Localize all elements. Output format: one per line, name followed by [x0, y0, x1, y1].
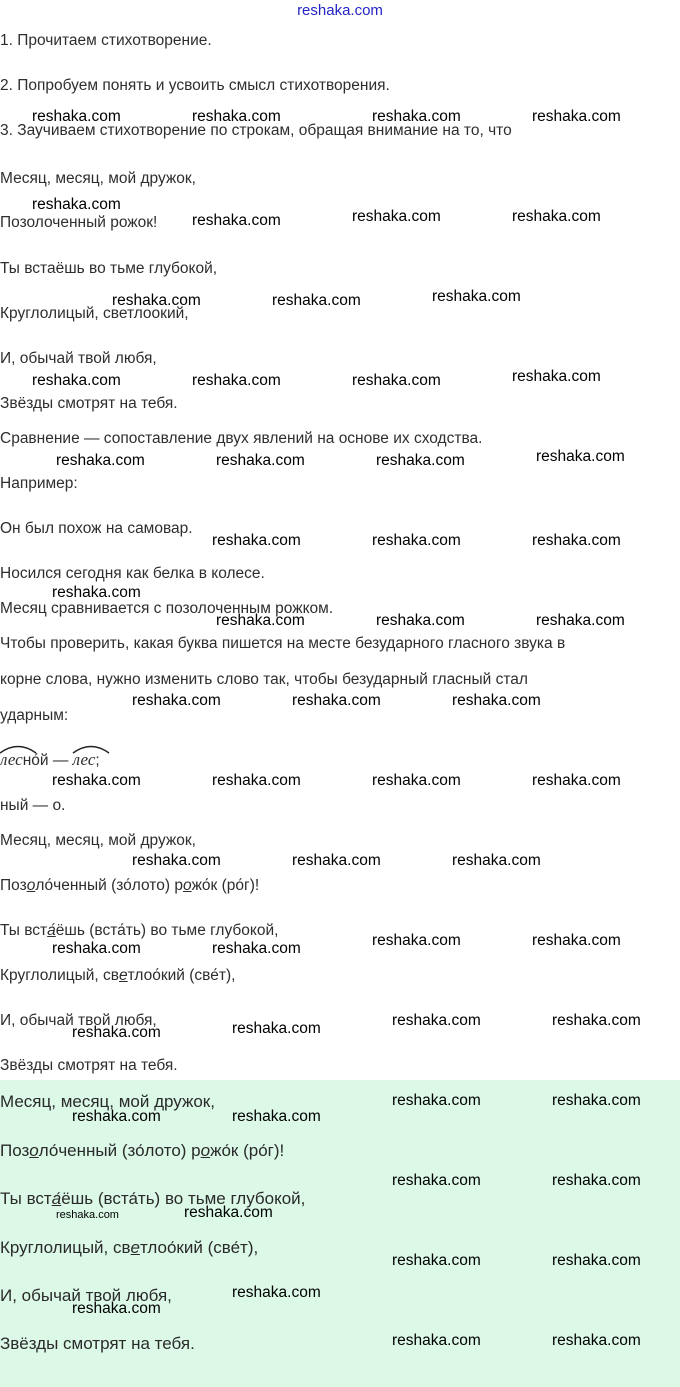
watermark: reshaka.com — [552, 1172, 641, 1189]
step-1: 1. Прочитаем стихотворение. — [0, 32, 212, 49]
annotated-line: И, обычай твой любя, — [0, 1012, 157, 1029]
step-3: 3. Заучиваем стихотворение по строкам, обращая внимание на то, что — [0, 122, 512, 139]
root-arc-icon — [71, 742, 111, 754]
watermark: reshaka.com — [184, 1204, 273, 1221]
vowel-highlight: е — [119, 967, 128, 984]
step-2: 2. Попробуем понять и усвоить смысл стихотворения. — [0, 77, 390, 94]
watermark: reshaka.com — [292, 852, 381, 869]
green-line: Ты вста ́ёшь (вста́ть) во тьме глубокой, — [0, 1189, 305, 1209]
watermark: reshaka.com — [536, 448, 625, 465]
watermark: reshaka.com — [216, 452, 305, 469]
watermark: reshaka.com — [532, 772, 621, 789]
poem-line: И, обычай твой любя, — [0, 350, 157, 367]
rule-line: Чтобы проверить, какая буква пишется на месте безударного гласного звука в — [0, 635, 566, 652]
vowel-highlight: о — [200, 1141, 211, 1160]
annotated-line: Месяц, месяц, мой дружок, — [0, 832, 196, 849]
watermark: reshaka.com — [512, 208, 601, 225]
watermark: reshaka.com — [112, 292, 201, 309]
green-line: Звёзды смотрят на тебя. — [0, 1334, 195, 1353]
watermark: reshaka.com — [552, 1012, 641, 1029]
root-example — [0, 746, 100, 770]
green-line: Месяц, месяц, мой дружок, — [0, 1092, 215, 1111]
watermark: reshaka.com — [56, 452, 145, 469]
poem-line: Круглолицый, светлоокий, — [0, 305, 189, 322]
rule-line: ударным: — [0, 707, 69, 724]
watermark: reshaka.com — [72, 1300, 161, 1317]
watermark: reshaka.com — [216, 612, 305, 629]
green-line: И, обычай твой любя, — [0, 1286, 172, 1305]
root-text: лес — [0, 750, 23, 769]
vowel-highlight: о — [182, 877, 192, 894]
vowel-highlight: а ́ — [47, 922, 56, 939]
watermark: reshaka.com — [212, 532, 301, 549]
watermark: reshaka.com — [232, 1284, 321, 1301]
watermark: reshaka.com — [372, 772, 461, 789]
watermark: reshaka.com — [392, 1332, 481, 1349]
watermark: reshaka.com — [32, 196, 121, 213]
watermark: reshaka.com — [352, 208, 441, 225]
watermark: reshaka.com — [532, 932, 621, 949]
watermark: reshaka.com — [376, 612, 465, 629]
root-mark — [0, 746, 23, 770]
watermark: reshaka.com — [192, 108, 281, 125]
watermark: reshaka.com — [132, 692, 221, 709]
watermark: reshaka.com — [372, 532, 461, 549]
semicolon: ; — [95, 752, 100, 769]
example-label: Например: — [0, 475, 78, 492]
watermark: reshaka.com — [212, 772, 301, 789]
definition: Сравнение — сопоставление двух явлений на основе их сходства. — [0, 430, 483, 447]
watermark: reshaka.com — [352, 372, 441, 389]
watermark: reshaka.com — [272, 292, 361, 309]
watermark: reshaka.com — [192, 212, 281, 229]
site-header[interactable]: reshaka.com — [297, 2, 383, 19]
watermark: reshaka.com — [72, 1024, 161, 1041]
watermark: reshaka.com — [512, 368, 601, 385]
watermark: reshaka.com — [232, 1020, 321, 1037]
vowel-highlight: о — [29, 1141, 39, 1160]
watermark: reshaka.com — [392, 1012, 481, 1029]
example-line: Месяц сравнивается с позолоченным рожком. — [0, 600, 334, 617]
watermark: reshaka.com — [212, 940, 301, 957]
watermark: reshaka.com — [392, 1252, 481, 1269]
watermark: reshaka.com — [432, 288, 521, 305]
example-line: Носился сегодня как белка в колесе. — [0, 565, 265, 582]
green-line: Позоло́ченный (зо́лото) рожо́к (ро́г)! — [0, 1141, 285, 1160]
watermark: reshaka.com — [56, 1209, 119, 1221]
watermark: reshaka.com — [232, 1108, 321, 1125]
watermark: reshaka.com — [452, 852, 541, 869]
watermark: reshaka.com — [132, 852, 221, 869]
watermark: reshaka.com — [192, 372, 281, 389]
rule-end: ный — о. — [0, 797, 66, 814]
vowel-highlight: е — [130, 1238, 140, 1257]
vowel-highlight: о — [26, 877, 36, 894]
green-line: Круглолицый, светлоо́кий (све́т), — [0, 1238, 259, 1257]
suffix-text: но́й — — [22, 752, 69, 769]
watermark: reshaka.com — [72, 1108, 161, 1125]
watermark: reshaka.com — [552, 1332, 641, 1349]
poem-line: Звёзды смотрят на тебя. — [0, 395, 178, 412]
watermark: reshaka.com — [372, 108, 461, 125]
vowel-highlight: а ́ — [52, 1189, 61, 1208]
watermark: reshaka.com — [532, 532, 621, 549]
rule-line: корне слова, нужно изменить слово так, чтобы безударный гласный стал — [0, 671, 528, 688]
watermark: reshaka.com — [52, 772, 141, 789]
watermark: reshaka.com — [52, 584, 141, 601]
example-line: Он был похож на самовар. — [0, 520, 193, 537]
annotated-line: Круглолицый, светлоо́кий (све́т), — [0, 967, 236, 984]
watermark: reshaka.com — [536, 612, 625, 629]
watermark: reshaka.com — [452, 692, 541, 709]
watermark: reshaka.com — [372, 932, 461, 949]
poem-line: Позолоченный рожок! — [0, 214, 158, 231]
watermark: reshaka.com — [552, 1092, 641, 1109]
watermark: reshaka.com — [532, 108, 621, 125]
watermark: reshaka.com — [292, 692, 381, 709]
annotated-line: Позоло́ченный (зо́лото) рожо́к (ро́г)! — [0, 877, 260, 894]
poem-line: Месяц, месяц, мой дружок, — [0, 170, 196, 187]
root-text: лес — [72, 750, 96, 769]
watermark: reshaka.com — [52, 940, 141, 957]
poem-line: Ты встаёшь во тьме глубокой, — [0, 260, 218, 277]
watermark: reshaka.com — [32, 108, 121, 125]
annotated-line: Звёзды смотрят на тебя. — [0, 1057, 178, 1074]
annotated-line: Ты вста ́ёшь (вста́ть) во тьме глубокой, — [0, 922, 278, 940]
watermark: reshaka.com — [552, 1252, 641, 1269]
watermark: reshaka.com — [392, 1172, 481, 1189]
watermark: reshaka.com — [376, 452, 465, 469]
watermark: reshaka.com — [392, 1092, 481, 1109]
watermark: reshaka.com — [32, 372, 121, 389]
root-mark — [73, 746, 96, 770]
root-arc-icon — [0, 742, 38, 754]
